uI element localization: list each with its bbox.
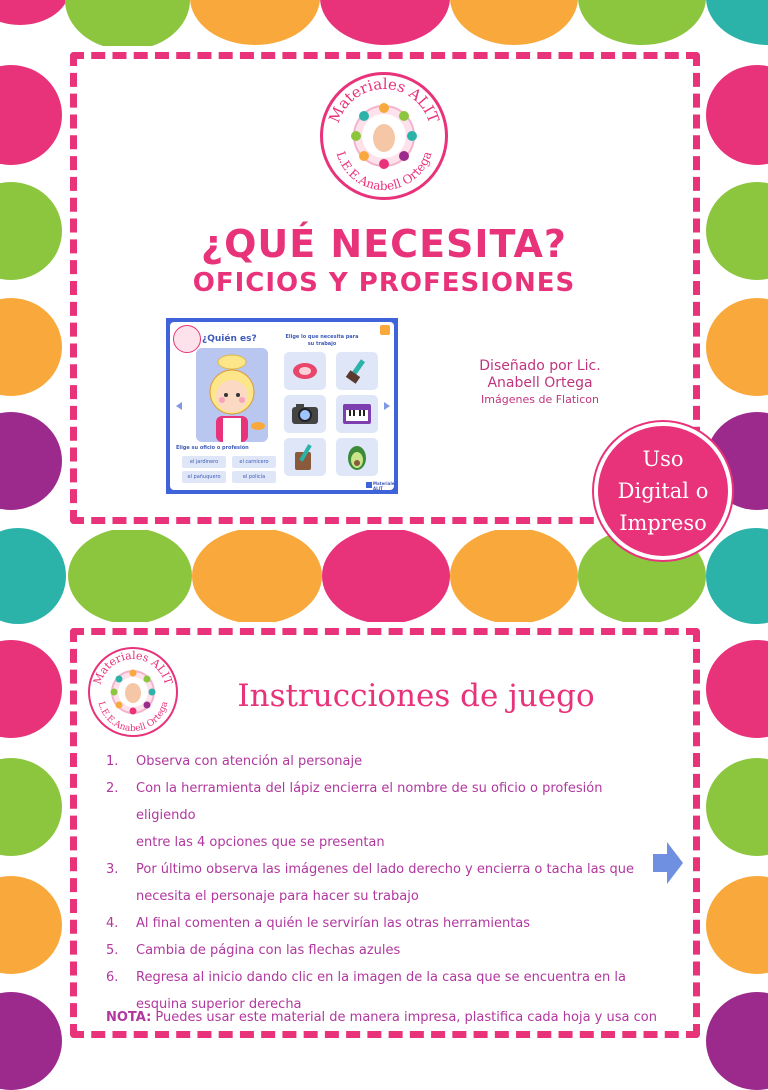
badge-line-1: Uso xyxy=(642,447,684,471)
credits xyxy=(450,358,630,408)
background-dot xyxy=(0,412,62,510)
background-dot xyxy=(706,758,768,856)
option-el-carnicero[interactable]: el carnicero xyxy=(232,456,276,468)
svg-text:Materiales ALIT: Materiales ALIT xyxy=(90,649,176,687)
step-5: 5. Cambia de página con las flechas azules xyxy=(106,943,401,958)
note-label: NOTA: xyxy=(106,1010,152,1025)
credit-images: Imágenes de Flaticon xyxy=(481,393,599,406)
logo-graphic xyxy=(323,75,445,197)
note-text: NOTA: Puedes usar este material de manera impresa, plastifica cada hoja y usa con xyxy=(106,1010,657,1025)
preview-right-arrow-icon[interactable] xyxy=(384,402,390,410)
background-dot xyxy=(0,876,62,974)
preview-who-label: ¿Quién es? xyxy=(202,334,257,344)
svg-text:L.E.E.Anabell Ortega: L.E.E.Anabell Ortega xyxy=(333,149,435,193)
background-dot xyxy=(0,992,62,1090)
background-dot xyxy=(706,876,768,974)
usage-badge xyxy=(594,422,732,560)
credit-author: Anabell Ortega xyxy=(487,375,593,391)
camera-icon[interactable] xyxy=(284,395,326,433)
background-dot xyxy=(0,640,62,738)
option-el-policia[interactable]: el policía xyxy=(232,471,276,483)
piano-icon[interactable] xyxy=(336,395,378,433)
background-dot xyxy=(706,640,768,738)
background-dot xyxy=(0,528,66,624)
option-el-jardinero[interactable]: el jardinero xyxy=(182,456,226,468)
game-preview-thumbnail xyxy=(166,318,398,494)
badge-line-2: Digital o xyxy=(617,479,709,503)
background-dot xyxy=(450,0,578,45)
background-dot xyxy=(0,65,62,165)
instructions-list xyxy=(106,748,666,1018)
cover-title: ¿QUÉ NECESITA? xyxy=(201,222,567,266)
option-el-panuquero[interactable]: el pañuquero xyxy=(182,471,226,483)
instructions-title: Instrucciones de juego xyxy=(237,678,595,714)
logo-graphic-small xyxy=(90,649,176,735)
facebook-icon xyxy=(366,482,372,488)
preview-pick-need-label: Elige lo que necesita para su trabajo xyxy=(285,334,359,347)
svg-text:Materiales ALIT: Materiales ALIT xyxy=(325,75,443,126)
preview-left-arrow-icon[interactable] xyxy=(176,402,182,410)
gardening-icon[interactable] xyxy=(284,438,326,476)
background-dot xyxy=(192,528,322,624)
background-dot xyxy=(0,758,62,856)
background-dot xyxy=(190,0,320,45)
step-4: 4. Al final comenten a quién le servirían las otras herramientas xyxy=(106,916,531,931)
credit-designer: Diseñado por Lic. xyxy=(479,358,601,374)
materiales-alit-logo-small xyxy=(88,647,178,737)
next-page-arrow-icon[interactable] xyxy=(653,840,683,886)
background-dot xyxy=(578,0,706,45)
background-dot xyxy=(706,65,768,165)
background-dot xyxy=(320,0,450,45)
background-dot xyxy=(322,528,450,624)
background-dot xyxy=(706,528,768,624)
background-dot xyxy=(68,528,192,624)
background-dot xyxy=(706,992,768,1090)
character-portrait xyxy=(196,348,268,442)
avocado-icon[interactable] xyxy=(336,438,378,476)
meat-icon[interactable] xyxy=(284,352,326,390)
background-dot xyxy=(0,0,70,25)
background-dot xyxy=(706,0,768,45)
background-dot xyxy=(706,298,768,396)
svg-text:L.E.E.Anabell Ortega: L.E.E.Anabell Ortega xyxy=(95,700,171,735)
background-dot xyxy=(450,528,578,624)
step-1: 1. Observa con atención al personaje xyxy=(106,754,363,769)
step-3: 3. Por último observa las imágenes del lado derecho y encierra o tacha las que necesita el personaje para hacer su trabajo xyxy=(106,862,635,904)
cover-subtitle: OFICIOS Y PROFESIONES xyxy=(192,268,576,298)
materiales-alit-logo xyxy=(320,72,448,200)
preview-footer: Materiales ALIT xyxy=(373,481,397,491)
background-dot xyxy=(65,0,190,50)
house-icon[interactable] xyxy=(380,325,390,335)
step-2: 2. Con la herramienta del lápiz encierra el nombre de su oficio o profesión eligiendo entre las 4 opciones que se presentan xyxy=(106,781,603,850)
step-6: 6. Regresa al inicio dando clic en la imagen de la casa que se encuentra en la esquina superior derecha xyxy=(106,970,626,1012)
badge-line-3: Impreso xyxy=(619,511,707,535)
preview-pick-job-label: Elige su oficio o profesión xyxy=(176,445,249,451)
background-dot xyxy=(0,298,62,396)
brush-icon[interactable] xyxy=(336,352,378,390)
